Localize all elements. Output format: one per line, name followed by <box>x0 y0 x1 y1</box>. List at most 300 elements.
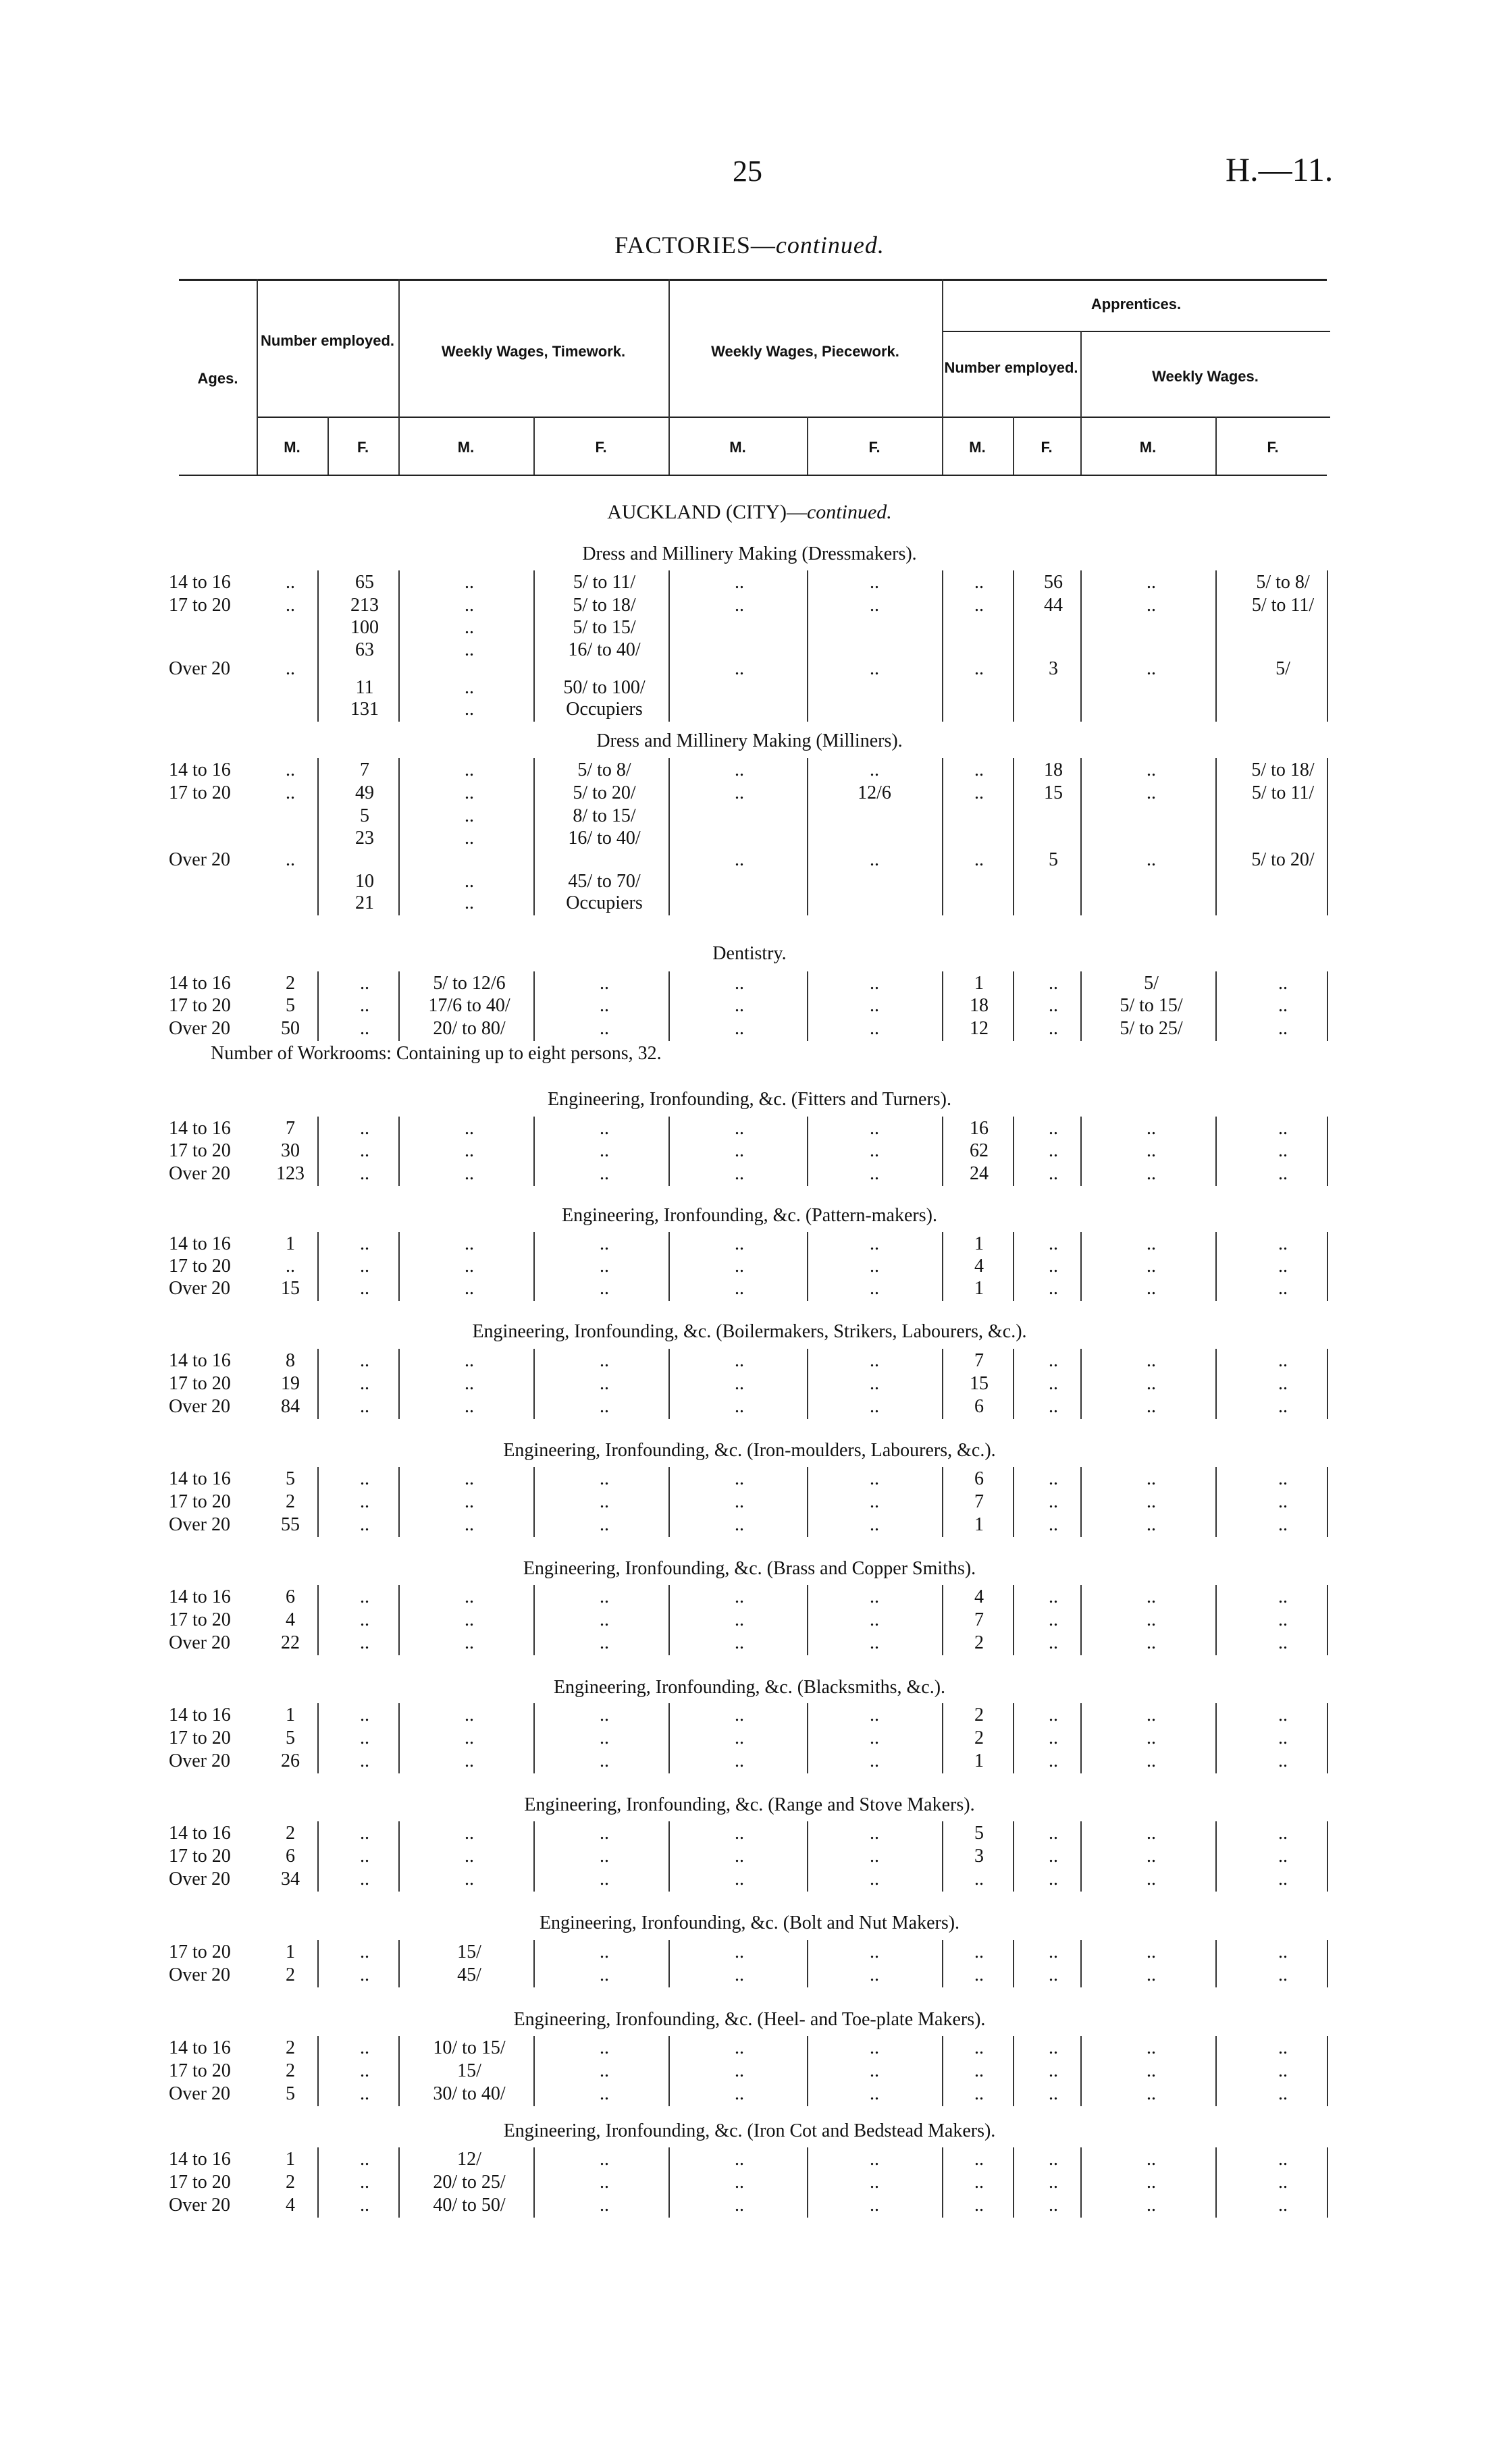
header-f: F. <box>1041 439 1053 456</box>
cell-age: Over 20 <box>169 1869 230 1890</box>
cell-age: 14 to 16 <box>169 572 231 593</box>
cell-apprentice-men: 18 <box>970 995 989 1016</box>
section-title: Engineering, Ironfounding, &c. (Brass and Copper Smiths). <box>523 1558 976 1579</box>
cell-timework-men: .. <box>465 699 474 720</box>
cell-men-employed: 2 <box>286 1491 295 1512</box>
cell-piecework-women: .. <box>870 572 879 593</box>
cell-apprentice-men: 1 <box>974 1514 984 1535</box>
column-separator <box>1013 1467 1014 1537</box>
cell-timework-men: 10/ to 15/ <box>433 2037 506 2058</box>
cell-timework-men: .. <box>465 1514 474 1535</box>
cell-women-employed: 11 <box>355 677 374 698</box>
column-separator <box>533 1349 535 1419</box>
column-separator <box>668 758 670 915</box>
column-separator <box>1013 570 1014 722</box>
cell-timework-women: .. <box>600 1278 609 1299</box>
cell-apprentice-women: .. <box>1049 1750 1058 1771</box>
column-separator <box>398 1232 400 1301</box>
table-row <box>0 617 1499 640</box>
cell-apprentice-wage-women: 5/ to 8/ <box>1256 572 1310 593</box>
table-row <box>0 871 1499 894</box>
cell-apprentice-wage-men: .. <box>1147 2195 1156 2216</box>
cell-women-employed: .. <box>360 1256 369 1277</box>
table-row <box>0 1846 1499 1869</box>
column-separator <box>807 1349 808 1419</box>
cell-apprentice-wage-women: .. <box>1278 2149 1288 2170</box>
table-row <box>0 1823 1499 1846</box>
cell-timework-women: .. <box>600 973 609 994</box>
cell-men-employed: 2 <box>286 973 295 994</box>
column-separator <box>1215 971 1217 1041</box>
column-separator <box>942 1349 943 1419</box>
table-row <box>0 1728 1499 1750</box>
cell-piecework-men: .. <box>735 1514 744 1535</box>
cell-apprentice-wage-men: .. <box>1147 1118 1156 1139</box>
cell-women-employed: .. <box>360 1705 369 1725</box>
header-f: F. <box>595 439 607 456</box>
column-separator <box>1327 1821 1328 1892</box>
table-row <box>0 782 1499 805</box>
table-row <box>0 1705 1499 1728</box>
column-separator <box>398 1467 400 1537</box>
cell-apprentice-men: .. <box>974 2037 984 2058</box>
section-title: Engineering, Ironfounding, &c. (Fitters and Turners). <box>547 1089 952 1110</box>
cell-apprentice-women: .. <box>1049 1278 1058 1299</box>
cell-women-employed: .. <box>360 1823 369 1844</box>
cell-piecework-men: .. <box>735 2037 744 2058</box>
cell-women-employed: .. <box>360 995 369 1016</box>
cell-timework-men: .. <box>465 759 474 780</box>
column-separator <box>1215 1232 1217 1301</box>
cell-timework-men: .. <box>465 1396 474 1417</box>
cell-age: 17 to 20 <box>169 1728 231 1748</box>
cell-apprentice-wage-women: .. <box>1278 1491 1288 1512</box>
cell-timework-women: 5/ to 15/ <box>573 617 636 638</box>
column-separator <box>398 2147 400 2218</box>
cell-apprentice-women: .. <box>1049 1256 1058 1277</box>
table-row <box>0 677 1499 700</box>
column-separator <box>533 1585 535 1655</box>
cell-apprentice-wage-men: .. <box>1147 1350 1156 1371</box>
cell-piecework-men: .. <box>735 1118 744 1139</box>
cell-piecework-men: .. <box>735 849 744 870</box>
column-separator <box>317 1232 319 1301</box>
cell-timework-women: .. <box>600 1728 609 1748</box>
column-separator <box>1327 758 1328 915</box>
cell-piecework-men: .. <box>735 1846 744 1867</box>
cell-apprentice-women: 15 <box>1044 782 1063 803</box>
cell-piecework-men: .. <box>735 2060 744 2081</box>
apprentices-rule <box>942 331 1330 332</box>
cell-age: Over 20 <box>169 849 230 870</box>
cell-piecework-men: .. <box>735 1728 744 1748</box>
cell-apprentice-men: 5 <box>974 1823 984 1844</box>
cell-apprentice-wage-women: .. <box>1278 1750 1288 1771</box>
cell-women-employed: 213 <box>350 595 379 616</box>
cell-age: 17 to 20 <box>169 1846 231 1867</box>
cell-piecework-women: .. <box>870 995 879 1016</box>
cell-timework-men: .. <box>465 595 474 616</box>
cell-apprentice-wage-men: 5/ to 15/ <box>1120 995 1183 1016</box>
cell-timework-men: 17/6 to 40/ <box>428 995 510 1016</box>
column-separator <box>1215 1703 1217 1773</box>
column-separator <box>1013 971 1014 1041</box>
cell-apprentice-wage-men: .. <box>1147 1256 1156 1277</box>
table-row <box>0 1750 1499 1773</box>
cell-apprentice-men: 16 <box>970 1118 989 1139</box>
table-row <box>0 1163 1499 1186</box>
cell-piecework-men: .. <box>735 1823 744 1844</box>
cell-apprentice-women: .. <box>1049 1846 1058 1867</box>
column-separator <box>1327 1703 1328 1773</box>
table-row <box>0 2060 1499 2083</box>
cell-apprentice-wage-men: .. <box>1147 658 1156 679</box>
cell-apprentice-women: .. <box>1049 2083 1058 2104</box>
table-row <box>0 2037 1499 2060</box>
cell-apprentice-wage-men: .. <box>1147 782 1156 803</box>
cell-apprentice-men: 7 <box>974 1491 984 1512</box>
cell-apprentice-men: 4 <box>974 1586 984 1607</box>
cell-apprentice-men: .. <box>974 2149 984 2170</box>
column-separator <box>942 758 943 915</box>
column-separator <box>398 1821 400 1892</box>
table-row <box>0 1350 1499 1373</box>
column-separator <box>942 2147 943 2218</box>
cell-age: 17 to 20 <box>169 782 231 803</box>
cell-apprentice-men: .. <box>974 572 984 593</box>
cell-women-employed: .. <box>360 1750 369 1771</box>
cell-apprentice-women: 56 <box>1044 572 1063 593</box>
page-title <box>0 231 1499 259</box>
column-separator <box>942 1232 943 1301</box>
column-separator <box>807 758 808 915</box>
cell-piecework-women: .. <box>870 1846 879 1867</box>
cell-piecework-women: .. <box>870 973 879 994</box>
header-mf-rule <box>257 417 1330 418</box>
cell-piecework-women: .. <box>870 759 879 780</box>
cell-apprentice-men: 1 <box>974 1233 984 1254</box>
column-separator <box>1327 1585 1328 1655</box>
cell-apprentice-wage-women: .. <box>1278 1278 1288 1299</box>
cell-apprentice-wage-women: .. <box>1278 2037 1288 2058</box>
table-row <box>0 1373 1499 1396</box>
cell-apprentice-wage-men: .. <box>1147 2083 1156 2104</box>
cell-apprentice-women: .. <box>1049 1941 1058 1962</box>
cell-age: 17 to 20 <box>169 1609 231 1630</box>
header-m: M. <box>284 439 300 456</box>
cell-age: Over 20 <box>169 2195 230 2216</box>
column-separator <box>1013 1821 1014 1892</box>
cell-women-employed: .. <box>360 1491 369 1512</box>
cell-timework-women: .. <box>600 2172 609 2193</box>
column-separator <box>942 1703 943 1773</box>
cell-women-employed: .. <box>360 1118 369 1139</box>
cell-timework-men: .. <box>465 1163 474 1184</box>
cell-apprentice-wage-women: .. <box>1278 1632 1288 1653</box>
column-separator <box>1215 1117 1217 1186</box>
cell-piecework-men: .. <box>735 1140 744 1161</box>
cell-apprentice-wage-women: 5/ to 18/ <box>1251 759 1315 780</box>
section-title: Engineering, Ironfounding, &c. (Blacksmiths, &c.). <box>553 1677 946 1698</box>
cell-women-employed: .. <box>360 1941 369 1962</box>
table-row <box>0 1586 1499 1609</box>
cell-timework-women: .. <box>600 1491 609 1512</box>
cell-women-employed: .. <box>360 1728 369 1748</box>
table-row <box>0 1632 1499 1655</box>
cell-apprentice-wage-men: .. <box>1147 1750 1156 1771</box>
cell-apprentice-wage-women: .. <box>1278 2195 1288 2216</box>
cell-men-employed: 30 <box>281 1140 300 1161</box>
cell-timework-men: .. <box>465 1491 474 1512</box>
header-f: F. <box>1267 439 1279 456</box>
cell-piecework-men: .. <box>735 1233 744 1254</box>
column-separator <box>807 570 808 722</box>
cell-piecework-women: .. <box>870 2195 879 2216</box>
cell-women-employed: .. <box>360 973 369 994</box>
cell-age: 14 to 16 <box>169 1586 231 1607</box>
cell-apprentice-wage-men: .. <box>1147 1233 1156 1254</box>
cell-women-employed: .. <box>360 1140 369 1161</box>
cell-timework-men: 12/ <box>457 2149 481 2170</box>
cell-apprentice-women: .. <box>1049 1632 1058 1653</box>
column-separator <box>1013 1585 1014 1655</box>
cell-apprentice-wage-women: .. <box>1278 1823 1288 1844</box>
cell-age: 17 to 20 <box>169 1256 231 1277</box>
table-row <box>0 1233 1499 1256</box>
cell-women-employed: .. <box>360 1869 369 1890</box>
cell-women-employed: .. <box>360 1514 369 1535</box>
header-m: M. <box>969 439 986 456</box>
cell-men-employed: 2 <box>286 2037 295 2058</box>
cell-men-employed: 2 <box>286 2172 295 2193</box>
cell-timework-women: .. <box>600 1632 609 1653</box>
cell-piecework-men: .. <box>735 1018 744 1039</box>
table-row <box>0 1609 1499 1632</box>
cell-apprentice-wage-women: .. <box>1278 995 1288 1016</box>
column-separator <box>398 1703 400 1773</box>
column-separator <box>1080 1585 1082 1655</box>
column-separator <box>668 1585 670 1655</box>
table-row <box>0 1869 1499 1892</box>
column-separator <box>1327 2147 1328 2218</box>
cell-timework-men: .. <box>465 617 474 638</box>
table-row <box>0 1018 1499 1041</box>
cell-women-employed: .. <box>360 1350 369 1371</box>
cell-piecework-men: .. <box>735 1373 744 1394</box>
column-separator <box>533 2147 535 2218</box>
cell-apprentice-wage-men: .. <box>1147 1728 1156 1748</box>
cell-apprentice-women: .. <box>1049 1373 1058 1394</box>
cell-apprentice-women: .. <box>1049 1140 1058 1161</box>
cell-women-employed: .. <box>360 1609 369 1630</box>
cell-apprentice-wage-women: .. <box>1278 1846 1288 1867</box>
column-separator <box>1013 1940 1014 1987</box>
cell-apprentice-women: .. <box>1049 995 1058 1016</box>
cell-men-employed: 22 <box>281 1632 300 1653</box>
cell-timework-men: .. <box>465 1846 474 1867</box>
column-separator <box>807 1585 808 1655</box>
cell-apprentice-men: .. <box>974 658 984 679</box>
cell-men-employed: .. <box>286 658 295 679</box>
column-separator <box>398 1585 400 1655</box>
cell-piecework-women: .. <box>870 1941 879 1962</box>
column-separator <box>1080 758 1082 915</box>
column-separator <box>1013 758 1014 915</box>
cell-timework-men: .. <box>465 572 474 593</box>
column-separator <box>1215 2147 1217 2218</box>
cell-age: 14 to 16 <box>169 1468 231 1489</box>
cell-age: Over 20 <box>169 1964 230 1985</box>
cell-apprentice-women: .. <box>1049 1350 1058 1371</box>
column-separator <box>317 1703 319 1773</box>
column-separator <box>1080 1349 1082 1419</box>
cell-apprentice-wage-women: .. <box>1278 1468 1288 1489</box>
cell-women-employed: .. <box>360 1018 369 1039</box>
cell-women-employed: .. <box>360 2149 369 2170</box>
cell-piecework-women: .. <box>870 1632 879 1653</box>
cell-apprentice-wage-women: .. <box>1278 1140 1288 1161</box>
column-separator <box>1327 1940 1328 1987</box>
column-separator <box>807 971 808 1041</box>
cell-piecework-men: .. <box>735 2083 744 2104</box>
table-row <box>0 1118 1499 1141</box>
cell-apprentice-wage-women: .. <box>1278 1705 1288 1725</box>
cell-age: Over 20 <box>169 1514 230 1535</box>
cell-men-employed: .. <box>286 1256 295 1277</box>
header-f: F. <box>868 439 880 456</box>
cell-men-employed: 123 <box>276 1163 305 1184</box>
cell-age: 14 to 16 <box>169 973 231 994</box>
table-row <box>0 595 1499 618</box>
section-title: Engineering, Ironfounding, &c. (Range and Stove Makers). <box>524 1794 975 1815</box>
column-separator <box>317 2036 319 2106</box>
cell-women-employed: .. <box>360 1373 369 1394</box>
cell-piecework-women: .. <box>870 1964 879 1985</box>
cell-apprentice-women: .. <box>1049 2060 1058 2081</box>
cell-piecework-men: .. <box>735 595 744 616</box>
column-separator <box>317 1940 319 1987</box>
cell-women-employed: .. <box>360 1586 369 1607</box>
table-row <box>0 1941 1499 1964</box>
column-separator <box>398 1940 400 1987</box>
cell-piecework-women: .. <box>870 2149 879 2170</box>
cell-apprentice-women: .. <box>1049 1468 1058 1489</box>
column-separator <box>317 1349 319 1419</box>
cell-apprentice-wage-men: .. <box>1147 1823 1156 1844</box>
cell-timework-women: .. <box>600 1586 609 1607</box>
header-m: M. <box>1139 439 1157 456</box>
cell-timework-women: .. <box>600 1163 609 1184</box>
cell-apprentice-women: 5 <box>1049 849 1058 870</box>
column-separator <box>533 971 535 1041</box>
cell-women-employed: .. <box>360 1846 369 1867</box>
cell-timework-women: .. <box>600 1256 609 1277</box>
cell-age: 17 to 20 <box>169 995 231 1016</box>
cell-apprentice-men: 4 <box>974 1256 984 1277</box>
section-title: Engineering, Ironfounding, &c. (Heel- and Toe-plate Makers). <box>513 2009 986 2030</box>
column-separator <box>1080 570 1082 722</box>
table-row <box>0 2172 1499 2195</box>
column-separator <box>942 971 943 1041</box>
column-separator <box>1215 570 1217 722</box>
cell-piecework-men: .. <box>735 1632 744 1653</box>
table-row <box>0 1140 1499 1163</box>
column-separator <box>668 2036 670 2106</box>
cell-apprentice-wage-men: .. <box>1147 1632 1156 1653</box>
column-separator <box>807 1467 808 1537</box>
column-separator <box>1215 1821 1217 1892</box>
cell-timework-women: .. <box>600 2149 609 2170</box>
cell-apprentice-wage-men: .. <box>1147 1941 1156 1962</box>
column-separator <box>807 1821 808 1892</box>
cell-timework-women: .. <box>600 1350 609 1371</box>
column-separator <box>668 1117 670 1186</box>
cell-women-employed: .. <box>360 1163 369 1184</box>
cell-timework-men: .. <box>465 871 474 892</box>
cell-apprentice-men: 12 <box>970 1018 989 1039</box>
cell-timework-men: .. <box>465 1705 474 1725</box>
cell-men-employed: 84 <box>281 1396 300 1417</box>
cell-women-employed: .. <box>360 2060 369 2081</box>
cell-men-employed: .. <box>286 595 295 616</box>
cell-age: 14 to 16 <box>169 759 231 780</box>
column-separator <box>1215 1940 1217 1987</box>
cell-piecework-women: .. <box>870 1278 879 1299</box>
section-title: Engineering, Ironfounding, &c. (Iron-moulders, Labourers, &c.). <box>503 1440 996 1461</box>
cell-timework-women: 16/ to 40/ <box>568 828 641 849</box>
cell-piecework-women: .. <box>870 1233 879 1254</box>
column-separator <box>317 1821 319 1892</box>
cell-apprentice-wage-women: .. <box>1278 1350 1288 1371</box>
column-separator <box>668 570 670 722</box>
column-separator <box>1080 1821 1082 1892</box>
column-separator <box>1327 1232 1328 1301</box>
column-separator <box>668 2147 670 2218</box>
cell-age: 14 to 16 <box>169 1118 231 1139</box>
cell-apprentice-wage-women: .. <box>1278 1018 1288 1039</box>
cell-apprentice-wage-men: .. <box>1147 1163 1156 1184</box>
column-separator <box>668 1940 670 1987</box>
cell-apprentice-men: 2 <box>974 1705 984 1725</box>
cell-timework-women: 50/ to 100/ <box>563 677 646 698</box>
table-row <box>0 892 1499 915</box>
cell-apprentice-men: .. <box>974 2195 984 2216</box>
cell-timework-women: .. <box>600 1964 609 1985</box>
cell-apprentice-wage-women: .. <box>1278 973 1288 994</box>
cell-apprentice-wage-women: .. <box>1278 1256 1288 1277</box>
cell-piecework-men: .. <box>735 973 744 994</box>
cell-apprentice-wage-men: .. <box>1147 1514 1156 1535</box>
cell-timework-women: .. <box>600 1140 609 1161</box>
cell-timework-men: 20/ to 25/ <box>433 2172 506 2193</box>
cell-apprentice-women: .. <box>1049 1018 1058 1039</box>
column-separator <box>533 1940 535 1987</box>
cell-piecework-men: .. <box>735 658 744 679</box>
cell-men-employed: 5 <box>286 2083 295 2104</box>
cell-apprentice-men: .. <box>974 1941 984 1962</box>
column-separator <box>807 1117 808 1186</box>
cell-apprentice-wage-men: .. <box>1147 2037 1156 2058</box>
cell-apprentice-wage-women: 5/ to 11/ <box>1251 782 1315 803</box>
column-separator <box>1013 2147 1014 2218</box>
cell-timework-women: 5/ to 8/ <box>577 759 631 780</box>
column-separator <box>398 570 400 722</box>
cell-timework-women: Occupiers <box>566 699 643 720</box>
cell-piecework-women: .. <box>870 1514 879 1535</box>
column-separator <box>1327 1349 1328 1419</box>
cell-apprentice-wage-women: .. <box>1278 1586 1288 1607</box>
cell-apprentice-women: .. <box>1049 2172 1058 2193</box>
